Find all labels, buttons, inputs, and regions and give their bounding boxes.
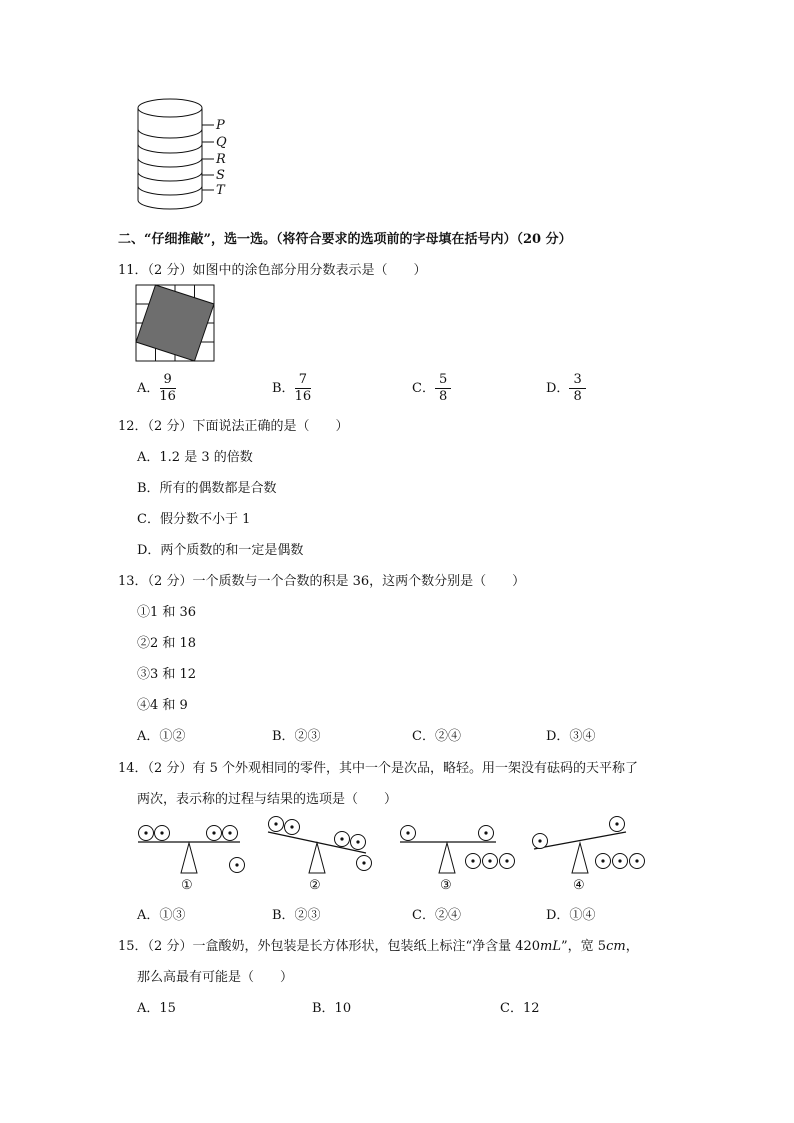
q14-option-a[interactable]: A．①③	[137, 908, 186, 923]
q13-item-3: ③3 和 12	[137, 667, 197, 682]
disk-label-s: S	[216, 168, 225, 183]
q13-item-4: ④4 和 9	[137, 698, 188, 713]
scale-4	[533, 817, 645, 874]
shaded-square	[136, 285, 214, 361]
q13-item-1: ①1 和 36	[137, 605, 197, 620]
q12-option-b[interactable]: B．所有的偶数都是合数	[137, 481, 277, 496]
q15-option-c[interactable]: C．12	[500, 1001, 540, 1016]
scale-2	[268, 817, 372, 874]
q15-stem-line1: 15．（2 分）一盒酸奶，外包装是长方体形状，包装纸上标注“净含量 420mL”，宽 5cm，	[118, 939, 639, 954]
scale-label-1: ①	[181, 878, 193, 893]
q15-stem-line2: 那么高最有可能是（ ）	[137, 970, 294, 985]
q11-option-d[interactable]: D． $\frac{3}{8}$	[546, 372, 586, 405]
q14-option-c[interactable]: C．②④	[412, 908, 461, 923]
q14-option-b[interactable]: B．②③	[272, 908, 321, 923]
fraction: $\frac{3}{8}$	[569, 372, 585, 405]
scale-label-4: ④	[573, 878, 585, 893]
q11-stem: 11．（2 分）如图中的涂色部分用分数表示是（ ）	[118, 263, 427, 278]
grid-square-figure	[135, 284, 217, 364]
q12-option-d[interactable]: D．两个质数的和一定是偶数	[137, 543, 304, 558]
disk-label-p: P	[216, 118, 225, 133]
q13-option-b[interactable]: B．②③	[272, 729, 321, 744]
q12-stem: 12．（2 分）下面说法正确的是（ ）	[118, 419, 349, 434]
balance-scales-figure	[130, 812, 670, 882]
scale-label-3: ③	[440, 878, 452, 893]
q14-stem-line1: 14．（2 分）有 5 个外观相同的零件，其中一个是次品，略轻。用一架没有砝码的天平称了	[118, 761, 638, 776]
q15-option-a[interactable]: A．15	[137, 1001, 176, 1016]
q12-option-c[interactable]: C．假分数不小于 1	[137, 512, 251, 527]
fraction: $\frac{7}{16}$	[294, 372, 312, 404]
q12-option-a[interactable]: A．1.2 是 3 的倍数	[137, 450, 253, 465]
scale-label-2: ②	[309, 878, 321, 893]
scale-1	[138, 826, 245, 874]
fraction: $\frac{9}{16}$	[159, 372, 176, 404]
q13-item-2: ②2 和 18	[137, 636, 197, 651]
q11-option-c[interactable]: C． $\frac{5}{8}$	[412, 372, 451, 405]
q14-option-d[interactable]: D．①④	[546, 908, 596, 923]
scale-3	[400, 826, 515, 874]
q11-option-b[interactable]: B． $\frac{7}{16}$	[272, 372, 312, 404]
disk-label-r: R	[216, 152, 226, 167]
q11-option-a[interactable]: A． $\frac{9}{16}$	[137, 372, 176, 404]
q13-option-d[interactable]: D．③④	[546, 729, 596, 744]
q13-option-a[interactable]: A．①②	[137, 729, 186, 744]
q13-stem: 13．（2 分）一个质数与一个合数的积是 36，这两个数分别是（ ）	[118, 574, 526, 589]
section-heading: 二、“仔细推敲”，选一选。（将符合要求的选项前的字母填在括号内）（20 分）	[118, 232, 572, 247]
q13-option-c[interactable]: C．②④	[412, 729, 461, 744]
disk-label-q: Q	[216, 135, 227, 150]
q15-option-b[interactable]: B．10	[312, 1001, 352, 1016]
disk-label-t: T	[216, 183, 225, 198]
q14-stem-line2: 两次，表示称的过程与结果的选项是（ ）	[137, 792, 398, 807]
fraction: $\frac{5}{8}$	[435, 372, 451, 405]
